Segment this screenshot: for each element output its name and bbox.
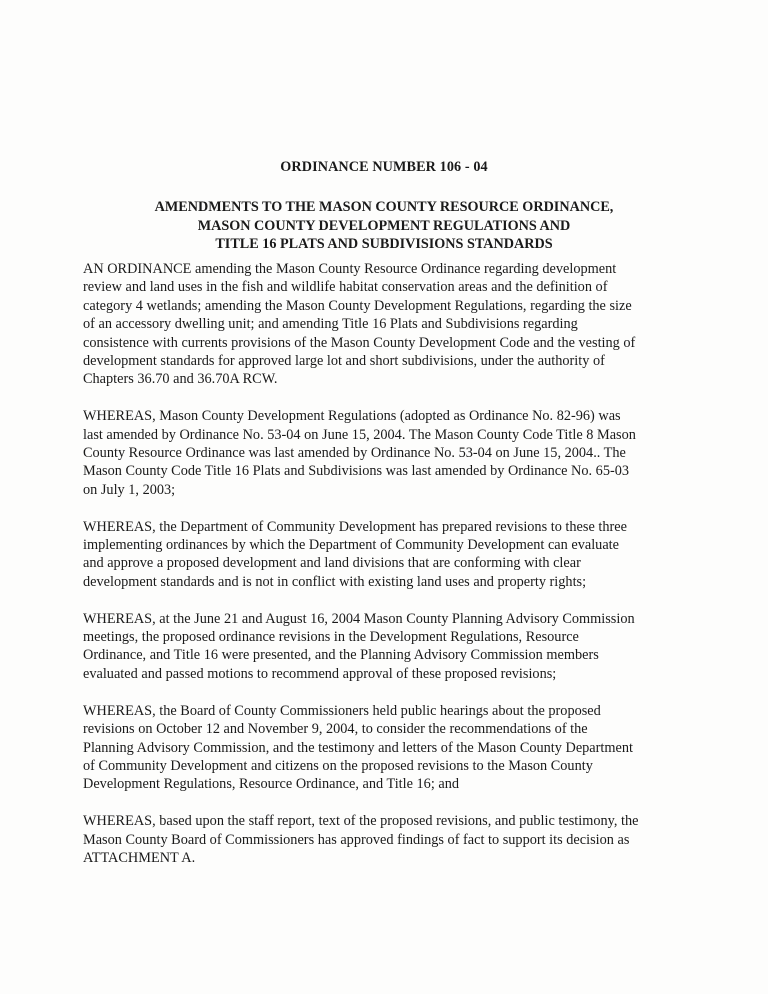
text-line: consistence with currents provisions of the Mason County Development Code and the vesting of (83, 334, 636, 351)
text-line: ATTACHMENT A. (83, 849, 196, 866)
text-line: development standards and is not in conflict with existing land uses and property rights; (83, 573, 587, 590)
text-line: AN ORDINANCE amending the Mason County Resource Ordinance regarding development (83, 261, 617, 277)
text-line: Development Regulations, Resource Ordinance, and Title 16; and (83, 776, 460, 793)
ordinance-title: ORDINANCE NUMBER 106 - 04 (280, 159, 488, 175)
subtitle-line: AMENDMENTS TO THE MASON COUNTY RESOURCE ORDINANCE, (154, 199, 614, 215)
text-line: evaluated and passed motions to recommend approval of these proposed revisions; (83, 665, 557, 682)
text-line: of Community Development and citizens on the proposed revisions to the Mason County (83, 757, 593, 774)
text-line: and approve a proposed development and land divisions that are conforming with clear (83, 555, 581, 572)
preamble-paragraph (83, 260, 693, 389)
text-line: WHEREAS, based upon the staff report, text of the proposed revisions, and public testimony, the (83, 813, 639, 830)
text-line: development standards for approved large lot and short subdivisions, under the authority of (83, 353, 605, 370)
subtitle-line: TITLE 16 PLATS AND SUBDIVISIONS STANDARDS (215, 236, 553, 252)
ordinance-body (83, 260, 693, 886)
whereas-paragraph (83, 407, 693, 499)
text-line: Mason County Code Title 16 Plats and Subdivisions was last amended by Ordinance No. 65-03 (83, 463, 630, 480)
text-line: Ordinance, and Title 16 were presented, and the Planning Advisory Commission members (83, 647, 599, 664)
text-line: Chapters 36.70 and 36.70A RCW. (83, 371, 278, 388)
text-line: implementing ordinances by which the Department of Community Development can evaluate (83, 537, 619, 554)
text-line: Planning Advisory Commission, and the testimony and letters of the Mason County Department (83, 739, 633, 756)
text-line: meetings, the proposed ordinance revisions in the Development Regulations, Resource (83, 629, 579, 646)
text-line: category 4 wetlands; amending the Mason County Development Regulations, regarding the size (83, 297, 632, 314)
subtitle-line: MASON COUNTY DEVELOPMENT REGULATIONS AND (197, 217, 571, 234)
text-line: County Resource Ordinance was last amended by Ordinance No. 53-04 on June 15, 2004.. The (83, 445, 626, 462)
whereas-paragraph (83, 702, 693, 794)
text-line: of an accessory dwelling unit; and amending Title 16 Plats and Subdivisions regarding (83, 316, 578, 333)
ordinance-subtitle (0, 198, 768, 254)
text-line: WHEREAS, the Board of County Commissioners held public hearings about the proposed (83, 702, 601, 719)
text-line: last amended by Ordinance No. 53-04 on June 15, 2004. The Mason County Code Title 8 Mason (83, 426, 636, 443)
text-line: WHEREAS, Mason County Development Regulations (adopted as Ordinance No. 82-96) was (83, 408, 621, 425)
whereas-paragraph (83, 812, 693, 867)
text-line: WHEREAS, the Department of Community Development has prepared revisions to these three (83, 518, 627, 535)
text-line: Mason County Board of Commissioners has approved findings of fact to support its decision as (83, 831, 630, 848)
text-line: WHEREAS, at the June 21 and August 16, 2004 Mason County Planning Advisory Commission (83, 610, 635, 627)
text-line: review and land uses in the fish and wildlife habitat conservation areas and the definition of (83, 279, 608, 296)
whereas-paragraph (83, 610, 693, 684)
text-line: revisions on October 12 and November 9, 2004, to consider the recommendations of the (83, 721, 588, 738)
text-line: on July 1, 2003; (83, 481, 176, 498)
whereas-paragraph (83, 518, 693, 592)
